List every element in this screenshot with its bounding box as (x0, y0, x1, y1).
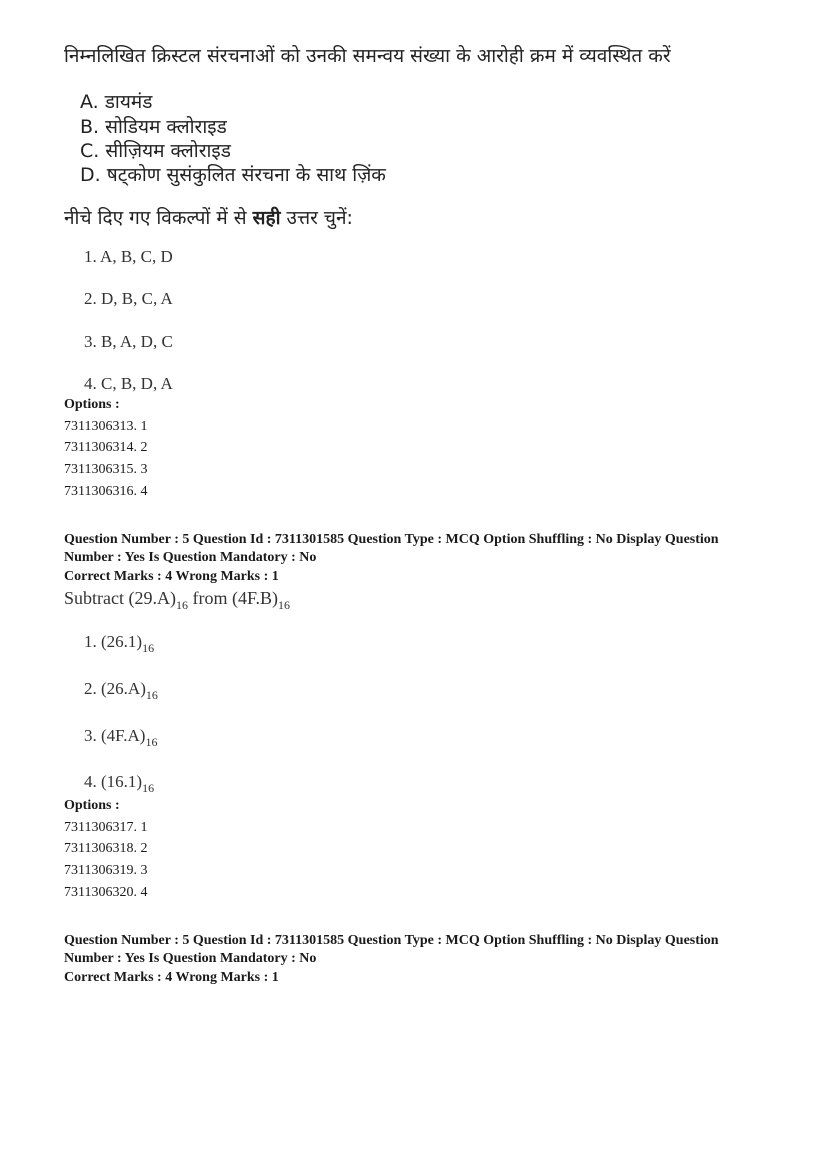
subscript: 16 (142, 781, 155, 795)
question-meta: Question Number : 5 Question Id : 7311301585 Question Type : MCQ Option Shuffling : No Display Question (64, 933, 719, 948)
subscript: 16 (175, 598, 188, 612)
option-id: 7311306317. 1 (64, 820, 148, 835)
question-part: Subtract (29.A) (64, 588, 176, 608)
answer-choice-text: 3. (4F.A) (84, 726, 146, 745)
answer-choice (84, 726, 158, 749)
question-text: निम्नलिखित क्रिस्टल संरचनाओं को उनकी समन्वय संख्या के आरोही क्रम में व्यवस्थित करें (64, 45, 671, 67)
instruction-bold: सही (252, 207, 281, 229)
answer-choice-text: 1. (26.1) (84, 632, 143, 651)
instruction-post: उत्तर चुनें: (280, 207, 353, 229)
option-id: 7311306316. 4 (64, 484, 148, 499)
instruction-text (64, 204, 353, 230)
option-id: 7311306318. 2 (64, 841, 148, 856)
answer-choice (84, 632, 155, 655)
option-id: 7311306319. 3 (64, 863, 148, 878)
list-item: C. सीज़ियम क्लोराइड (80, 140, 231, 162)
list-item: D. षट्कोण सुसंकुलित संरचना के साथ ज़िंक (80, 164, 386, 186)
answer-choice: 4. C, B, D, A (84, 374, 173, 393)
answer-choice (84, 679, 158, 702)
subscript: 16 (142, 641, 155, 655)
option-id: 7311306320. 4 (64, 885, 148, 900)
answer-choice: 1. A, B, C, D (84, 247, 173, 266)
subscript: 16 (145, 735, 158, 749)
answer-choice-text: 4. (16.1) (84, 772, 143, 791)
question-marks: Correct Marks : 4 Wrong Marks : 1 (64, 970, 279, 985)
list-item: A. डायमंड (80, 91, 153, 113)
subscript: 16 (145, 688, 158, 702)
answer-choice: 3. B, A, D, C (84, 332, 173, 351)
question-meta: Number : Yes Is Question Mandatory : No (64, 550, 317, 565)
option-id: 7311306313. 1 (64, 419, 148, 434)
question-part: from (4F.B) (187, 588, 279, 608)
question-text (64, 588, 291, 612)
question-marks: Correct Marks : 4 Wrong Marks : 1 (64, 569, 279, 584)
option-id: 7311306314. 2 (64, 440, 148, 455)
answer-choice (84, 772, 155, 795)
list-item: B. सोडियम क्लोराइड (80, 116, 227, 138)
option-id: 7311306315. 3 (64, 462, 148, 477)
options-label: Options : (64, 397, 120, 412)
options-label: Options : (64, 798, 120, 813)
question-meta: Question Number : 5 Question Id : 7311301585 Question Type : MCQ Option Shuffling : No Display Question (64, 532, 719, 547)
answer-choice: 2. D, B, C, A (84, 289, 173, 308)
instruction-pre: नीचे दिए गए विकल्पों में से (64, 207, 253, 229)
subscript: 16 (278, 598, 291, 612)
question-meta: Number : Yes Is Question Mandatory : No (64, 951, 317, 966)
answer-choice-text: 2. (26.A) (84, 679, 146, 698)
